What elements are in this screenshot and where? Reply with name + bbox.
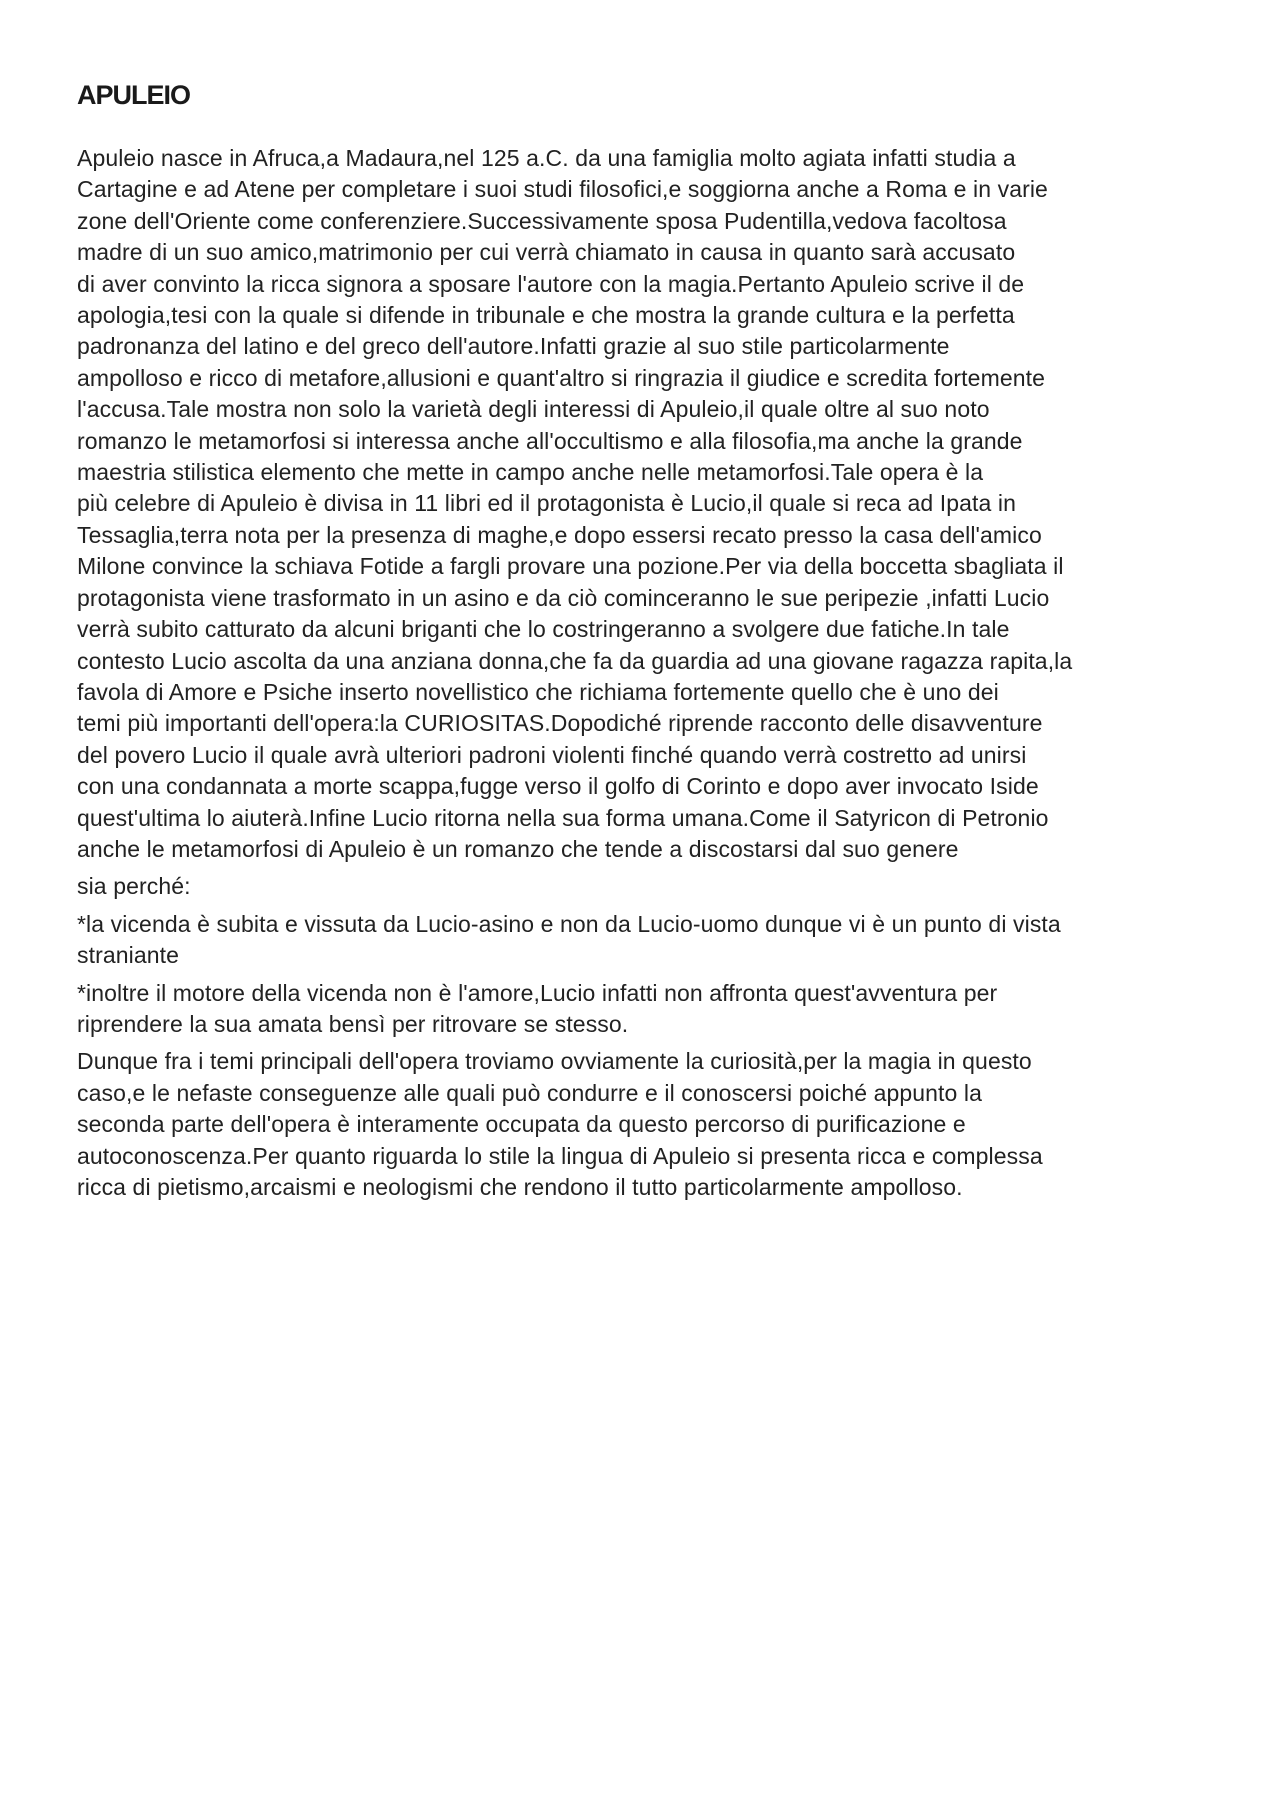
text-line: di aver convinto la ricca signora a sposare l'autore con la magia.Pertanto Apuleio scrive il de xyxy=(77,270,1025,297)
text-line: del povero Lucio il quale avrà ulteriori padroni violenti finché quando verrà costretto ad unirsi xyxy=(77,741,1027,768)
text-line: maestria stilistica elemento che mette in campo anche nelle metamorfosi.Tale opera è la xyxy=(77,459,984,486)
text-line: Apuleio nasce in Afruca,a Madaura,nel 125 a.C. da una famiglia molto agiata infatti studia a xyxy=(77,145,1016,171)
document-page xyxy=(77,76,1207,1209)
text-line: favola di Amore e Psiche inserto novellistico che richiama fortemente quello che è uno dei xyxy=(77,678,999,705)
text-line: verrà subito catturato da alcuni briganti che lo costringeranno a svolgere due fatiche.In tale xyxy=(77,616,1010,643)
paragraph xyxy=(77,143,1207,865)
text-line: *inoltre il motore della vicenda non è l'amore,Lucio infatti non affronta quest'avventura per xyxy=(77,979,998,1006)
text-line: caso,e le nefaste conseguenze alle quali può condurre e il conoscersi poiché appunto la xyxy=(77,1079,983,1106)
text-line: seconda parte dell'opera è interamente occupata da questo percorso di purificazione e xyxy=(77,1111,966,1138)
text-line: padronanza del latino e del greco dell'autore.Infatti grazie al suo stile particolarmente xyxy=(77,333,950,360)
text-line: romanzo le metamorfosi si interessa anche all'occultismo e alla filosofia,ma anche la grande xyxy=(77,427,1023,454)
document-title: APULEIO xyxy=(77,80,191,110)
document-body xyxy=(77,143,1207,1203)
text-line: Tessaglia,terra nota per la presenza di maghe,e dopo essersi recato presso la casa dell'amico xyxy=(77,521,1042,548)
text-line: ampolloso e ricco di metafore,allusioni e quant'altro si ringrazia il giudice e scredita fortemente xyxy=(77,364,1045,391)
text-line: contesto Lucio ascolta da una anziana donna,che fa da guardia ad una giovane ragazza rapita,la xyxy=(77,647,1073,674)
text-line: zone dell'Oriente come conferenziere.Successivamente sposa Pudentilla,vedova facoltosa xyxy=(77,207,1007,234)
text-line: con una condannata a morte scappa,fugge verso il golfo di Corinto e dopo aver invocato Iside xyxy=(77,773,1039,800)
text-line: sia perché: xyxy=(77,873,191,900)
text-line: Cartagine e ad Atene per completare i suoi studi filosofici,e soggiorna anche a Roma e in varie xyxy=(77,176,1048,203)
text-line: Milone convince la schiava Fotide a fargli provare una pozione.Per via della boccetta sbagliata il xyxy=(77,553,1064,580)
text-line: più celebre di Apuleio è divisa in 11 libri ed il protagonista è Lucio,il quale si reca ad Ipata in xyxy=(77,490,1016,517)
text-line: apologia,tesi con la quale si difende in tribunale e che mostra la grande cultura e la perfetta xyxy=(77,302,1015,329)
paragraph xyxy=(77,1046,1207,1203)
paragraph xyxy=(77,978,1207,1041)
text-line: *la vicenda è subita e vissuta da Lucio-asino e non da Lucio-uomo dunque vi è un punto di vista xyxy=(77,910,1061,937)
text-line: Dunque fra i temi principali dell'opera troviamo ovviamente la curiosità,per la magia in questo xyxy=(77,1048,1032,1075)
text-line: l'accusa.Tale mostra non solo la varietà degli interessi di Apuleio,il quale oltre al suo noto xyxy=(77,396,990,423)
text-line: madre di un suo amico,matrimonio per cui verrà chiamato in causa in quanto sarà accusato xyxy=(77,239,1016,266)
text-line: ricca di pietismo,arcaismi e neologismi che rendono il tutto particolarmente ampolloso. xyxy=(77,1174,963,1200)
text-line: anche le metamorfosi di Apuleio è un romanzo che tende a discostarsi dal suo genere xyxy=(77,835,959,862)
text-line: protagonista viene trasformato in un asino e da ciò cominceranno le sue peripezie ,infatti Lucio xyxy=(77,584,1050,611)
text-line: riprendere la sua amata bensì per ritrovare se stesso. xyxy=(77,1010,629,1037)
text-line: temi più importanti dell'opera:la CURIOSITAS.Dopodiché riprende racconto delle disavventure xyxy=(77,710,1043,737)
text-line: autoconoscenza.Per quanto riguarda lo stile la lingua di Apuleio si presenta ricca e complessa xyxy=(77,1142,1043,1169)
paragraph xyxy=(77,871,1207,902)
paragraph xyxy=(77,909,1207,972)
text-line: quest'ultima lo aiuterà.Infine Lucio ritorna nella sua forma umana.Come il Satyricon di Petronio xyxy=(77,804,1049,831)
text-line: straniante xyxy=(77,942,180,969)
